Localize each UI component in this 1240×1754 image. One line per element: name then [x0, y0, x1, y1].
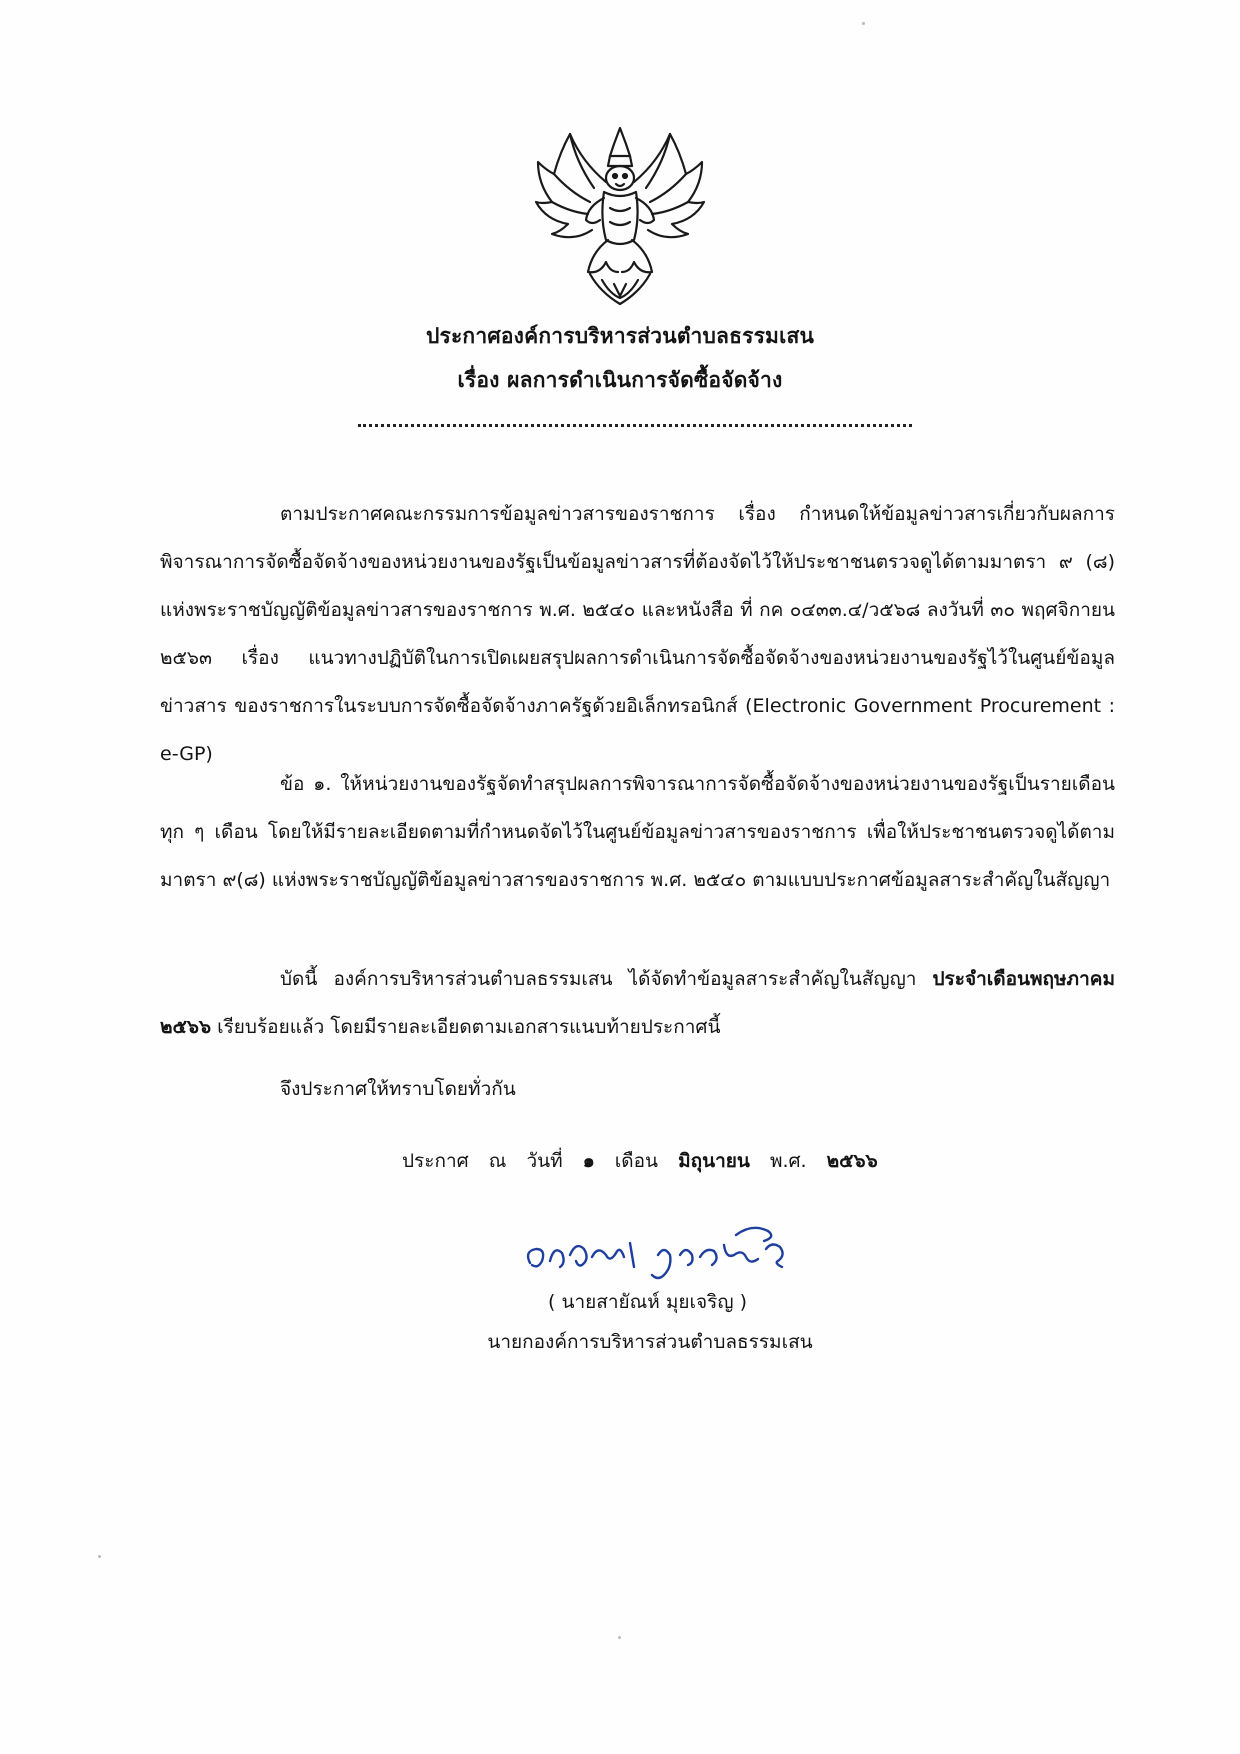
paragraph-3-lead: บัดนี้ องค์การบริหารส่วนตำบลธรรมเสน ได้จัดทำข้อมูลสาระสำคัญในสัญญา — [280, 968, 933, 990]
org-heading: ประกาศองค์การบริหารส่วนตำบลธรรมเสน — [425, 324, 815, 348]
signer-name: ( นายสายัณห์ มุยเจริญ ) — [548, 1291, 747, 1313]
body-paragraph-4 — [160, 1065, 1115, 1113]
date-month-label: เดือน — [614, 1150, 659, 1172]
date-month: มิถุนายน — [678, 1150, 750, 1172]
handwritten-signature — [520, 1215, 820, 1285]
paragraph-3-tail: เรียบร้อยแล้ว โดยมีรายละเอียดตามเอกสารแนบท้ายประกาศนี้ — [211, 1016, 721, 1038]
paragraph-1-text: ตามประกาศคณะกรรมการข้อมูลข่าวสารของราชการ เรื่อง กำหนดให้ข้อมูลข่าวสารเกี่ยวกับผลการพิจารณาการจัดซื้อจัดจ้างของหน่วยงานของรัฐเป็นข้อมูลข่าวสารที่ต้องจัดไว้ให้ประชาชนตรวจดูได้ตามมาตรา ๙ (๘) แห่งพระราชบัญญัติข้อมูลข่าวสารของราชการ พ.ศ. ๒๕๔๐ และหนังสือ ที่ กค ๐๔๓๓.๔/ว๕๖๘ ลงวันที่ ๓๐ พฤศจิกายน ๒๕๖๓ เรื่อง แนวทางปฏิบัติในการเปิดเผยสรุปผลการดำเนินการจัดซื้อจัดจ้างของหน่วยงานของรัฐไว้ในศูนย์ข้อมูลข่าวสาร ของราชการในระบบการจัดซื้อจัดจ้างภาครัฐด้วยอิเล็กทรอนิกส์ (Electronic Government Procurement : e-GP) — [160, 503, 1115, 765]
paragraph-2-text: ข้อ ๑. ให้หน่วยงานของรัฐจัดทำสรุปผลการพิจารณาการจัดซื้อจัดจ้างของหน่วยงานของรัฐเป็นรายเดือนทุก ๆ เดือน โดยให้มีรายละเอียดตามที่กำหนดจัดไว้ในศูนย์ข้อมูลข่าวสารของราชการ เพื่อให้ประชาชนตรวจดูได้ตามมาตรา ๙(๘) แห่งพระราชบัญญัติข้อมูลข่าวสารของราชการ พ.ศ. ๒๕๔๐ ตามแบบประกาศข้อมูลสาระสำคัญในสัญญา — [160, 773, 1115, 891]
subject-heading: เรื่อง ผลการดำเนินการจัดซื้อจัดจ้าง — [457, 368, 783, 392]
paragraph-4-text: จึงประกาศให้ทราบโดยทั่วกัน — [280, 1078, 516, 1100]
body-paragraph-3 — [160, 955, 1115, 1051]
date-day-label: วันที่ — [526, 1150, 563, 1172]
garuda-emblem-icon — [530, 122, 710, 307]
signer-title: นายกองค์การบริหารส่วนตำบลธรรมเสน — [487, 1331, 813, 1353]
scan-speck — [98, 1555, 101, 1558]
date-year: ๒๕๖๖ — [826, 1150, 878, 1172]
announcement-date — [402, 1137, 892, 1185]
scan-speck — [862, 22, 865, 25]
body-paragraph-2 — [160, 760, 1115, 904]
body-paragraph-1 — [160, 490, 1115, 778]
date-announce: ประกาศ — [402, 1150, 469, 1172]
date-at: ณ — [488, 1150, 507, 1172]
dotted-divider — [358, 424, 912, 427]
scan-speck — [618, 1636, 621, 1639]
date-era-label: พ.ศ. — [769, 1150, 807, 1172]
date-day: ๑ — [582, 1150, 595, 1172]
paragraph-3-period: ประจำเดือนพฤษภาคม ๒๕๖๖ — [160, 968, 1115, 1038]
